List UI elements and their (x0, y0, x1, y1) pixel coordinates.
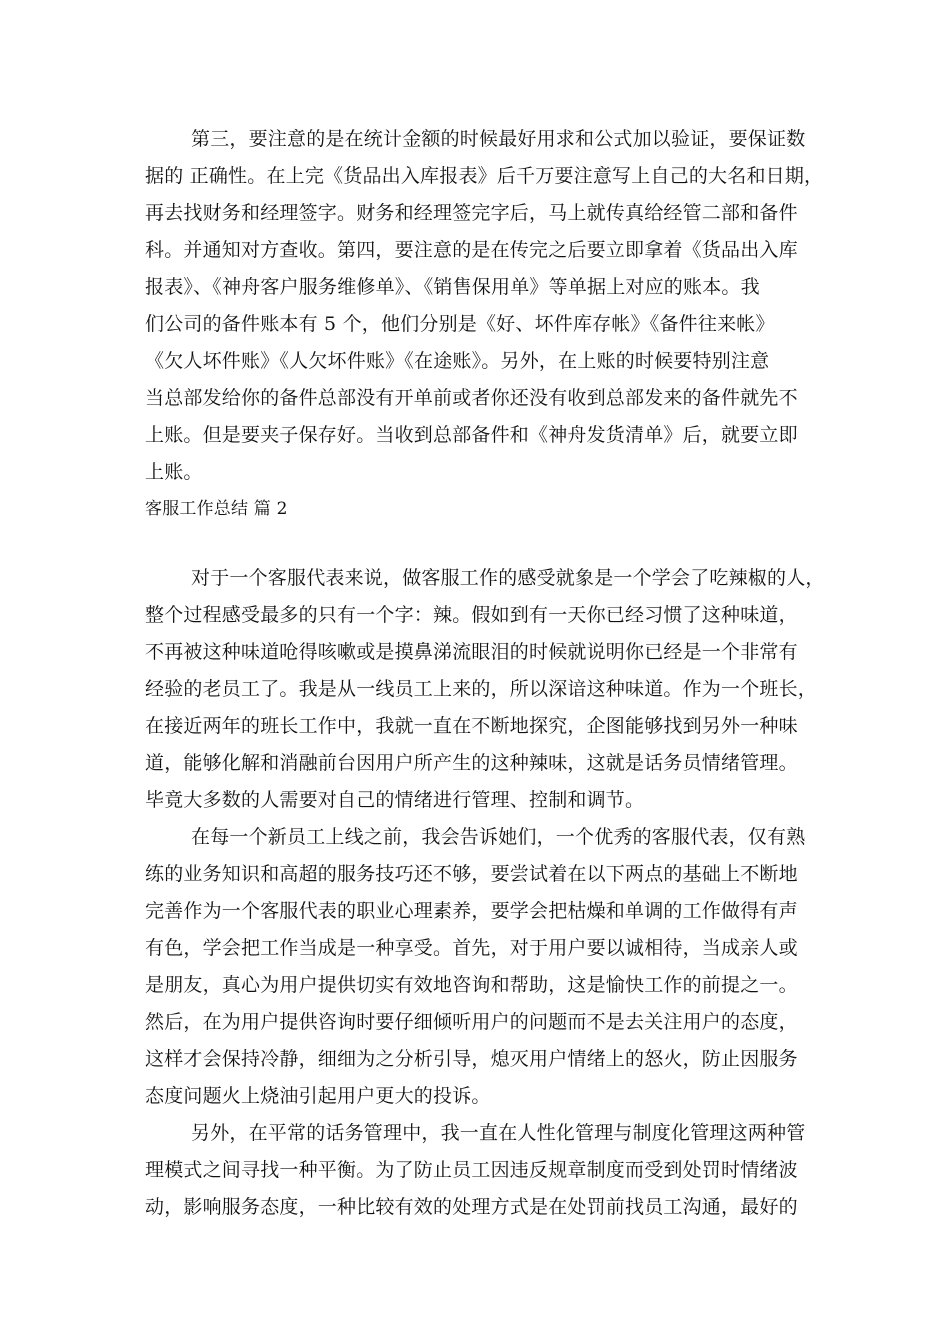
text-line: 道，能够化解和消融前台因用户所产生的这种辣味，这就是话务员情绪管理。 (145, 752, 798, 774)
text-line: 上账。但是要夹子保存好。当收到总部备件和《神舟发货清单》后，就要立即 (145, 424, 798, 446)
section-heading: 客服工作总结 篇 2 (145, 499, 288, 519)
text-line: 有色，学会把工作当成是一种享受。首先，对于用户要以诚相待，当成亲人或 (145, 937, 798, 959)
text-line: 在接近两年的班长工作中，我就一直在不断地探究，企图能够找到另外一种味 (145, 715, 798, 737)
text-line: 态度问题火上烧油引起用户更大的投诉。 (145, 1085, 491, 1107)
text-line: 另外，在平常的话务管理中，我一直在人性化管理与制度化管理这两种管 (191, 1122, 806, 1144)
text-line: 是朋友，真心为用户提供切实有效地咨询和帮助，这是愉快工作的前提之一。 (145, 974, 798, 996)
text-line: 完善作为一个客服代表的职业心理素养，要学会把枯燥和单调的工作做得有声 (145, 900, 798, 922)
text-line: 第三，要注意的是在统计金额的时候最好用求和公式加以验证，要保证数 (191, 128, 806, 150)
text-line: 科。并通知对方查收。第四，要注意的是在传完之后要立即拿着《货品出入库 (145, 239, 798, 261)
text-line: 据的 正确性。在上完《货品出入库报表》后千万要注意写上自己的大名和日期， (145, 165, 824, 187)
text-line: 对于一个客服代表来说，做客服工作的感受就象是一个学会了吃辣椒的人， (191, 567, 825, 589)
text-line: 再去找财务和经理签字。财务和经理签完字后，马上就传真给经管二部和备件 (145, 202, 798, 224)
text-line: 动，影响服务态度，一种比较有效的处理方式是在处罚前找员工沟通，最好的 (145, 1196, 798, 1218)
text-line: 这样才会保持冷静，细细为之分析引导，熄灭用户情绪上的怒火，防止因服务 (145, 1048, 798, 1070)
text-line: 当总部发给你的备件总部没有开单前或者你还没有收到总部发来的备件就先不 (145, 387, 798, 409)
text-line: 《欠人坏件账》《人欠坏件账》《在途账》。另外，在上账的时候要特别注意 (145, 350, 770, 372)
text-line: 练的业务知识和高超的服务技巧还不够，要尝试着在以下两点的基础上不断地 (145, 863, 798, 885)
text-line: 然后，在为用户提供咨询时要仔细倾听用户的问题而不是去关注用户的态度， (145, 1011, 798, 1033)
text-line: 在每一个新员工上线之前，我会告诉她们，一个优秀的客服代表，仅有熟 (191, 826, 806, 848)
text-line: 理模式之间寻找一种平衡。为了防止员工因违反规章制度而受到处罚时情绪波 (145, 1159, 798, 1181)
text-line: 上账。 (145, 461, 203, 483)
text-line: 经验的老员工了。我是从一线员工上来的，所以深谙这种味道。作为一个班长， (145, 678, 818, 700)
text-line: 整个过程感受最多的只有一个字：辣。假如到有一天你已经习惯了这种味道， (145, 604, 798, 626)
text-line: 们公司的备件账本有 5 个，他们分别是《好、坏件库存帐》《备件往来帐》 (145, 313, 775, 335)
text-line: 毕竟大多数的人需要对自己的情绪进行管理、控制和调节。 (145, 789, 645, 811)
text-line: 报表》、《神舟客户服务维修单》、《销售保用单》等单据上对应的账本。我 (145, 276, 760, 298)
text-line: 不再被这种味道呛得咳嗽或是摸鼻涕流眼泪的时候就说明你已经是一个非常有 (145, 641, 798, 663)
